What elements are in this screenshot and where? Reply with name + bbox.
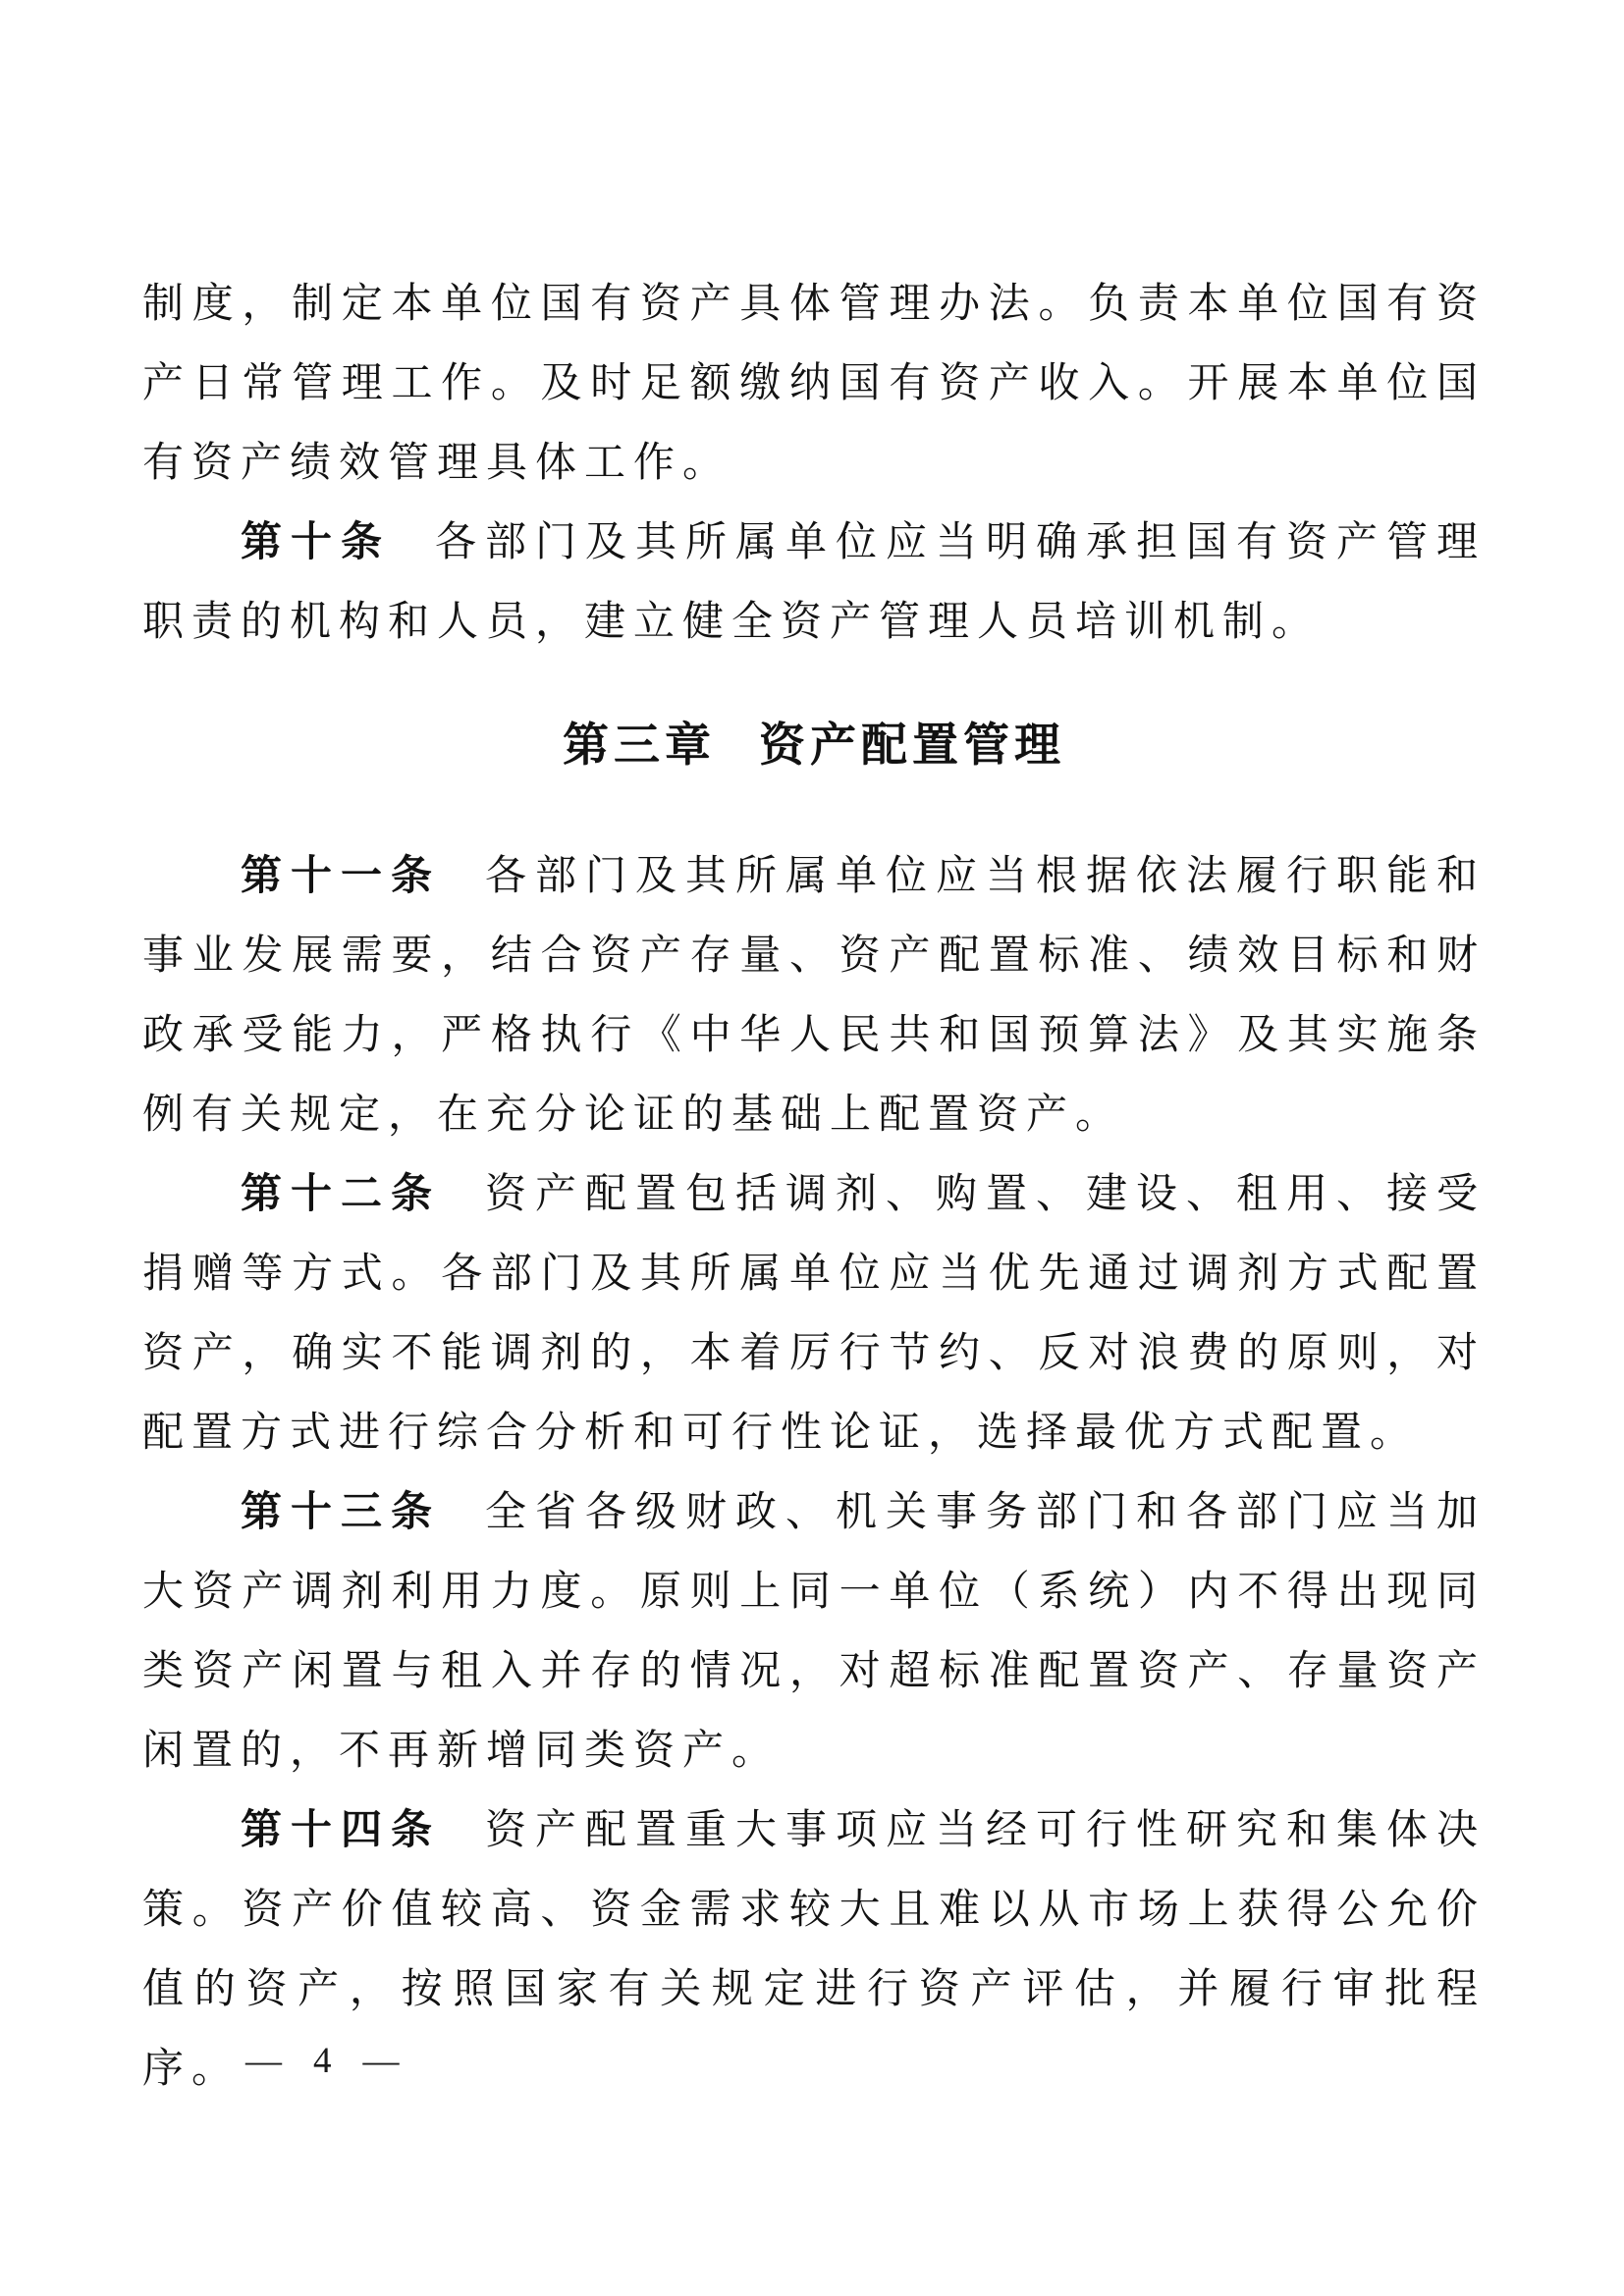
page-number: 4 [313,2041,332,2081]
article-11-text: 各部门及其所属单位应当根据依法履行职能和事业发展需要，结合资产存量、资产配置标准、绩效目标和财政承受能力，严格执行《中华人民共和国预算法》及其实施条例有关规定，在充分论证的基础上配置资产。 [142,854,1486,1138]
article-12-number: 第十二条 [241,1172,441,1217]
article-11-number: 第十一条 [241,854,441,899]
article-11-paragraph [142,837,1486,1155]
article-14-text: 资产配置重大事项应当经可行性研究和集体决策。资产价值较高、资金需求较大且难以从市场上获得公允价值的资产，按照国家有关规定进行资产评估，并履行审批程序。 [142,1808,1486,2092]
page-content [142,265,1486,2109]
article-14-number: 第十四条 [241,1808,441,1853]
article-12-text: 资产配置包括调剂、购置、建设、租用、接受捐赠等方式。各部门及其所属单位应当优先通过调剂方式配置资产，确实不能调剂的，本着厉行节约、反对浪费的原则，对配置方式进行综合分析和可行性论证，选择最优方式配置。 [142,1172,1486,1456]
paragraph-continuation: 制度，制定本单位国有资产具体管理办法。负责本单位国有资产日常管理工作。及时足额缴纳国有资产收入。开展本单位国有资产绩效管理具体工作。 [142,282,1486,486]
footer-dash-left: — [245,2041,282,2081]
chapter-heading [142,707,1486,786]
article-13-number: 第十三条 [241,1490,441,1535]
chapter-title: 资产配置管理 [759,721,1065,772]
article-13-text: 全省各级财政、机关事务部门和各部门应当加大资产调剂利用力度。原则上同一单位（系统）内不得出现同类资产闲置与租入并存的情况，对超标准配置资产、存量资产闲置的，不再新增同类资产。 [142,1490,1486,1774]
article-13-paragraph [142,1473,1486,1791]
chapter-number: 第三章 [563,721,716,772]
article-10-paragraph [142,504,1486,663]
article-10-number: 第十条 [241,520,391,565]
footer-dash-right: — [362,2041,400,2081]
article-10-text: 各部门及其所属单位应当明确承担国有资产管理职责的机构和人员，建立健全资产管理人员培训机制。 [142,520,1486,645]
article-12-paragraph [142,1155,1486,1473]
page-footer [245,2040,400,2083]
